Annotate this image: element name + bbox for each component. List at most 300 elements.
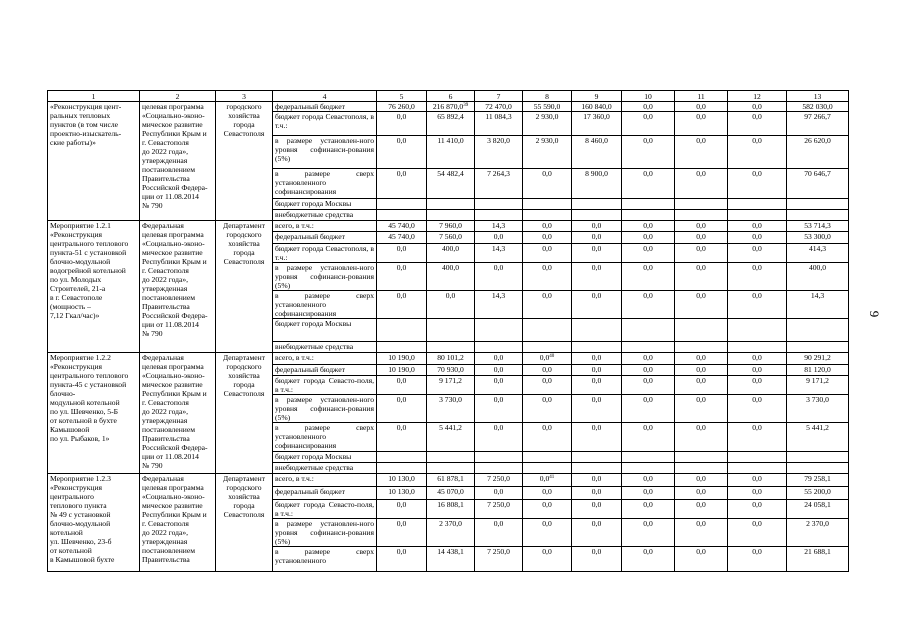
value-cell xyxy=(427,423,475,452)
value-text: 16 808,1 xyxy=(437,500,464,509)
value-cell xyxy=(377,199,427,210)
value-text: 0,0 xyxy=(696,169,706,178)
value-cell xyxy=(787,342,849,353)
value-text: 0,0 xyxy=(752,291,762,300)
value-cell xyxy=(377,102,427,112)
value-cell xyxy=(622,319,675,342)
value-text: 0,0 xyxy=(493,365,504,374)
value-cell xyxy=(728,519,787,547)
value-text: 0,0 xyxy=(591,232,602,241)
value-text: 0,0 xyxy=(696,376,706,385)
value-text: 0,0 xyxy=(396,423,407,432)
value-text: 0,0 xyxy=(396,136,407,145)
value-cell xyxy=(475,353,523,365)
value-text: 0,0 xyxy=(445,291,456,300)
responsible-department: Департамент городского хозяйства города Севастополя xyxy=(216,474,273,572)
value-text: 0,0 xyxy=(752,423,762,432)
value-cell xyxy=(728,463,787,474)
value-text: 400,0 xyxy=(441,263,460,272)
measure-name: Мероприятие 1.2.1 «Реконструкция центрального теплового пункта-51 с установкой блочно-модульной водогрейной котельной по ул. Молодых Строителей, 21-а в г. Севастополе (мощность – 7,12 Гкал/час)» xyxy=(48,221,140,353)
value-text: 0,0 xyxy=(542,263,552,272)
value-text: 0,0 xyxy=(752,487,762,496)
column-number: 11 xyxy=(675,91,728,102)
value-text: 7 250,0 xyxy=(487,500,510,509)
value-text: 3 820,0 xyxy=(487,136,510,145)
value-text: 70 646,7 xyxy=(804,169,831,178)
value-cell xyxy=(622,102,675,112)
value-cell xyxy=(377,210,427,221)
value-text: 9 171,2 xyxy=(806,376,829,385)
value-cell xyxy=(675,500,728,519)
value-cell xyxy=(427,474,475,487)
value-cell xyxy=(475,342,523,353)
value-cell xyxy=(787,452,849,463)
value-cell xyxy=(475,423,523,452)
value-cell xyxy=(675,244,728,263)
value-text: 0,0 xyxy=(493,232,504,241)
value-text: 0,0 xyxy=(542,547,552,556)
value-cell xyxy=(572,342,622,353)
value-cell xyxy=(475,169,523,199)
value-cell xyxy=(427,500,475,519)
value-text: 0,0 xyxy=(643,547,653,556)
value-cell xyxy=(475,474,523,487)
value-cell xyxy=(728,244,787,263)
value-text: 400,0 xyxy=(441,244,460,253)
value-cell xyxy=(787,291,849,319)
value-cell xyxy=(622,452,675,463)
value-text: 0,0 xyxy=(493,423,504,432)
value-cell xyxy=(787,376,849,395)
value-cell xyxy=(523,353,572,365)
footnote-mark: 40 xyxy=(549,354,555,359)
value-text: 2 370,0 xyxy=(806,519,829,528)
value-cell xyxy=(427,263,475,291)
value-text: 0,0 xyxy=(493,376,504,385)
funding-source: в размере сверх установленного софинансирования xyxy=(273,291,377,319)
value-text: 76 260,0 xyxy=(388,102,415,111)
value-text: 14,3 xyxy=(491,244,506,253)
value-cell xyxy=(427,232,475,244)
value-cell xyxy=(728,210,787,221)
value-text: 0,0 xyxy=(696,365,706,374)
value-cell xyxy=(728,319,787,342)
value-text: 0,0 xyxy=(696,547,706,556)
value-cell xyxy=(572,244,622,263)
value-cell xyxy=(572,395,622,423)
value-text: 0,0 xyxy=(542,423,552,432)
value-text: 0,0 xyxy=(591,376,602,385)
value-text: 0,0 xyxy=(752,519,762,528)
value-text: 8 900,0 xyxy=(585,169,608,178)
value-text: 0,0 xyxy=(752,376,762,385)
value-text: 0,0 xyxy=(542,169,552,178)
value-cell xyxy=(572,365,622,376)
funding-source: федеральный бюджет xyxy=(273,365,377,376)
value-cell xyxy=(475,500,523,519)
value-cell xyxy=(377,474,427,487)
value-text: 0,0 xyxy=(591,547,602,556)
value-cell xyxy=(728,221,787,232)
value-cell xyxy=(622,500,675,519)
value-cell xyxy=(475,452,523,463)
table-row xyxy=(48,221,849,232)
value-cell xyxy=(622,487,675,500)
value-text: 61 878,1 xyxy=(437,474,464,483)
value-cell xyxy=(728,452,787,463)
value-cell xyxy=(622,221,675,232)
value-cell xyxy=(377,487,427,500)
funding-source: всего, в т.ч.: xyxy=(273,474,377,487)
funding-source: в размере сверх установленного софинансирования xyxy=(273,423,377,452)
value-cell xyxy=(675,423,728,452)
value-cell xyxy=(622,423,675,452)
value-text: 2 930,0 xyxy=(535,136,559,145)
value-cell xyxy=(377,547,427,572)
value-cell xyxy=(377,232,427,244)
value-text: 0,0 xyxy=(752,102,762,111)
value-text: 0,0 xyxy=(752,169,762,178)
value-cell xyxy=(427,244,475,263)
value-cell xyxy=(622,376,675,395)
value-cell xyxy=(675,342,728,353)
value-cell xyxy=(523,487,572,500)
funding-source: внебюджетные средства xyxy=(273,210,377,221)
value-cell xyxy=(675,519,728,547)
value-cell xyxy=(377,519,427,547)
value-cell xyxy=(523,365,572,376)
value-text: 0,0 xyxy=(752,221,762,230)
value-cell xyxy=(427,210,475,221)
value-cell xyxy=(475,221,523,232)
value-cell xyxy=(787,365,849,376)
value-cell xyxy=(675,169,728,199)
value-cell xyxy=(572,452,622,463)
value-text: 7 560,0 xyxy=(439,232,462,241)
value-cell xyxy=(572,102,622,112)
value-cell xyxy=(427,353,475,365)
value-text: 0,0 xyxy=(396,519,407,528)
value-text: 14,3 xyxy=(810,291,825,300)
value-cell xyxy=(523,395,572,423)
value-cell xyxy=(572,210,622,221)
value-text: 10 130,0 xyxy=(388,474,415,483)
value-cell xyxy=(622,244,675,263)
value-text: 0,0 xyxy=(696,102,706,111)
value-text: 11 084,3 xyxy=(485,112,512,121)
value-cell xyxy=(622,263,675,291)
value-cell xyxy=(475,112,523,136)
value-text: 0,0 xyxy=(396,112,407,121)
value-text: 0,0 xyxy=(643,232,653,241)
measure-name: «Реконструкция цент- ральных тепловых пунктов (в том числе проектно-изыскатель- ские работы)» xyxy=(48,102,140,221)
value-text: 0,0 xyxy=(696,112,706,121)
funding-source: бюджет города Севасто-поля, в т.ч.: xyxy=(273,500,377,519)
value-cell xyxy=(675,112,728,136)
value-cell xyxy=(427,365,475,376)
value-cell xyxy=(728,342,787,353)
value-cell xyxy=(475,199,523,210)
table-row xyxy=(48,353,849,365)
value-cell xyxy=(675,353,728,365)
value-cell xyxy=(572,487,622,500)
value-cell xyxy=(728,395,787,423)
value-cell xyxy=(622,365,675,376)
value-cell xyxy=(622,342,675,353)
value-cell xyxy=(427,112,475,136)
value-text: 0,0 xyxy=(396,244,407,253)
value-text: 45 740,0 xyxy=(388,221,415,230)
value-cell xyxy=(523,221,572,232)
value-text: 0,0 xyxy=(752,365,762,374)
value-cell xyxy=(475,395,523,423)
value-text: 0,0 xyxy=(591,221,602,230)
value-cell xyxy=(475,291,523,319)
value-cell xyxy=(787,169,849,199)
value-text: 0,0 xyxy=(643,423,653,432)
value-cell xyxy=(787,519,849,547)
value-text: 0,0 xyxy=(696,244,706,253)
funding-source: бюджет города Севастополя, в т.ч.: xyxy=(273,244,377,263)
value-cell xyxy=(427,452,475,463)
value-text: 0,0 xyxy=(542,365,552,374)
value-cell xyxy=(675,319,728,342)
value-text: 216 870,0 xyxy=(432,102,464,111)
value-cell xyxy=(377,169,427,199)
value-cell xyxy=(622,291,675,319)
value-text: 0,0 xyxy=(752,353,762,362)
value-text: 10 190,0 xyxy=(388,365,415,374)
value-cell xyxy=(787,547,849,572)
value-cell xyxy=(675,452,728,463)
value-cell xyxy=(377,353,427,365)
value-text: 0,0 xyxy=(643,263,653,272)
value-text: 3 730,0 xyxy=(806,395,829,404)
value-text: 14,3 xyxy=(491,291,506,300)
value-cell xyxy=(728,102,787,112)
value-text: 81 120,0 xyxy=(804,365,831,374)
table-row xyxy=(48,102,849,112)
value-cell xyxy=(622,353,675,365)
value-text: 0,0 xyxy=(591,500,602,509)
value-text: 9 171,2 xyxy=(439,376,462,385)
value-cell xyxy=(787,487,849,500)
value-cell xyxy=(427,221,475,232)
value-text: 0,0 xyxy=(643,395,653,404)
value-cell xyxy=(427,395,475,423)
value-cell xyxy=(377,319,427,342)
value-cell xyxy=(523,474,572,487)
value-text: 53 714,3 xyxy=(804,221,831,230)
value-text: 0,0 xyxy=(643,221,653,230)
value-text: 0,0 xyxy=(591,353,602,362)
value-cell xyxy=(377,463,427,474)
value-cell xyxy=(675,263,728,291)
value-text: 45 740,0 xyxy=(388,232,415,241)
column-number: 13 xyxy=(787,91,849,102)
value-cell xyxy=(787,112,849,136)
value-text: 0,0 xyxy=(542,376,552,385)
value-text: 0,0 xyxy=(396,500,407,509)
value-text: 0,0 xyxy=(752,136,762,145)
footnote-mark: 39 xyxy=(463,103,469,108)
value-cell xyxy=(622,199,675,210)
value-cell xyxy=(475,244,523,263)
value-cell xyxy=(675,199,728,210)
responsible-department: Департамент городского хозяйства города Севастополя xyxy=(216,221,273,353)
value-cell xyxy=(787,263,849,291)
value-text: 2 930,0 xyxy=(535,112,559,121)
value-cell xyxy=(475,319,523,342)
value-cell xyxy=(675,487,728,500)
value-cell xyxy=(728,353,787,365)
value-text: 0,0 xyxy=(643,376,653,385)
value-cell xyxy=(787,210,849,221)
funding-source: бюджет города Москвы xyxy=(273,319,377,342)
column-number: 4 xyxy=(273,91,377,102)
value-text: 0,0 xyxy=(696,353,706,362)
value-cell xyxy=(787,423,849,452)
value-cell xyxy=(728,169,787,199)
column-number: 8 xyxy=(523,91,572,102)
value-cell xyxy=(728,423,787,452)
value-cell xyxy=(675,365,728,376)
value-cell xyxy=(427,463,475,474)
value-text: 0,0 xyxy=(542,232,552,241)
value-cell xyxy=(523,210,572,221)
value-text: 0,0 xyxy=(696,232,706,241)
value-cell xyxy=(523,112,572,136)
funding-source: федеральный бюджет xyxy=(273,232,377,244)
value-cell xyxy=(377,423,427,452)
value-text: 0,0 xyxy=(542,221,552,230)
value-cell xyxy=(475,365,523,376)
value-text: 0,0 xyxy=(643,487,653,496)
value-cell xyxy=(787,353,849,365)
value-cell xyxy=(475,232,523,244)
value-cell xyxy=(728,547,787,572)
value-cell xyxy=(523,102,572,112)
value-cell xyxy=(622,136,675,169)
column-number: 10 xyxy=(622,91,675,102)
value-cell xyxy=(475,263,523,291)
value-cell xyxy=(427,319,475,342)
value-cell xyxy=(572,319,622,342)
value-cell xyxy=(572,519,622,547)
funding-source: в размере сверх установленного софинансирования xyxy=(273,169,377,199)
value-text: 0,0 xyxy=(643,365,653,374)
funding-source: внебюджетные средства xyxy=(273,463,377,474)
value-text: 80 101,2 xyxy=(437,353,464,362)
value-cell xyxy=(475,102,523,112)
value-cell xyxy=(572,500,622,519)
value-cell xyxy=(728,500,787,519)
value-cell xyxy=(787,395,849,423)
funding-source: бюджет города Москвы xyxy=(273,199,377,210)
value-text: 7 250,0 xyxy=(487,547,510,556)
value-cell xyxy=(622,519,675,547)
value-text: 0,0 xyxy=(493,395,504,404)
value-cell xyxy=(377,365,427,376)
value-text: 0,0 xyxy=(696,519,706,528)
value-text: 0,0 xyxy=(542,244,552,253)
value-cell xyxy=(427,291,475,319)
value-text: 0,0 xyxy=(752,547,762,556)
value-cell xyxy=(675,291,728,319)
value-cell xyxy=(787,319,849,342)
value-text: 0,0 xyxy=(696,474,706,483)
value-text: 0,0 xyxy=(591,291,602,300)
value-cell xyxy=(523,342,572,353)
column-number: 7 xyxy=(475,91,523,102)
value-text: 0,0 xyxy=(591,395,602,404)
value-cell xyxy=(675,547,728,572)
value-cell xyxy=(572,353,622,365)
value-text: 582 030,0 xyxy=(802,102,833,111)
value-cell xyxy=(427,199,475,210)
value-text: 0,0 xyxy=(591,263,602,272)
value-text: 0,0 xyxy=(752,474,762,483)
value-cell xyxy=(728,376,787,395)
funding-source: федеральный бюджет xyxy=(273,487,377,500)
funding-source: всего, в т.ч.: xyxy=(273,221,377,232)
funding-source: в размере установлен-ного уровня софинанси-рования (5%) xyxy=(273,136,377,169)
value-cell xyxy=(572,169,622,199)
value-cell xyxy=(787,136,849,169)
value-text: 0,0 xyxy=(591,474,602,483)
value-text: 0,0 xyxy=(696,263,706,272)
value-cell xyxy=(787,199,849,210)
value-cell xyxy=(427,376,475,395)
funding-source: в размере установлен-ного уровня софинанси-рования (5%) xyxy=(273,263,377,291)
value-cell xyxy=(377,221,427,232)
value-cell xyxy=(675,221,728,232)
value-text: 0,0 xyxy=(643,112,653,121)
value-text: 0,0 xyxy=(493,263,504,272)
value-cell xyxy=(572,199,622,210)
value-text: 10 130,0 xyxy=(388,487,415,496)
value-cell xyxy=(622,463,675,474)
value-text: 0,0 xyxy=(643,169,653,178)
value-cell xyxy=(675,474,728,487)
funding-source: федеральный бюджет xyxy=(273,102,377,112)
value-text: 0,0 xyxy=(396,169,407,178)
value-cell xyxy=(523,423,572,452)
value-text: 0,0 xyxy=(643,500,653,509)
value-cell xyxy=(427,342,475,353)
value-text: 0,0 xyxy=(696,487,706,496)
value-cell xyxy=(675,102,728,112)
value-cell xyxy=(475,487,523,500)
value-text: 54 482,4 xyxy=(437,169,464,178)
value-text: 0,0 xyxy=(643,291,653,300)
value-text: 414,3 xyxy=(808,244,827,253)
value-cell xyxy=(475,547,523,572)
funding-source: в размере установлен-ного уровня софинанси-рования (5%) xyxy=(273,395,377,423)
value-text: 0,0 xyxy=(643,136,653,145)
value-text: 0,0 xyxy=(542,395,552,404)
funding-source: всего, в т.ч.: xyxy=(273,353,377,365)
value-cell xyxy=(572,423,622,452)
value-cell xyxy=(622,210,675,221)
value-cell xyxy=(787,500,849,519)
program-name: Федеральная целевая программа «Социально-эконо- мическое развитие Республики Крым и г. Севастополя до 2022 года», утвержденная постановлением Правительства Российской Федера- ции от 11.08.2014 № 790 xyxy=(140,353,216,474)
value-text: 7 960,0 xyxy=(439,221,462,230)
column-number: 5 xyxy=(377,91,427,102)
value-cell xyxy=(427,136,475,169)
value-text: 0,0 xyxy=(591,244,602,253)
value-text: 0,0 xyxy=(542,487,552,496)
